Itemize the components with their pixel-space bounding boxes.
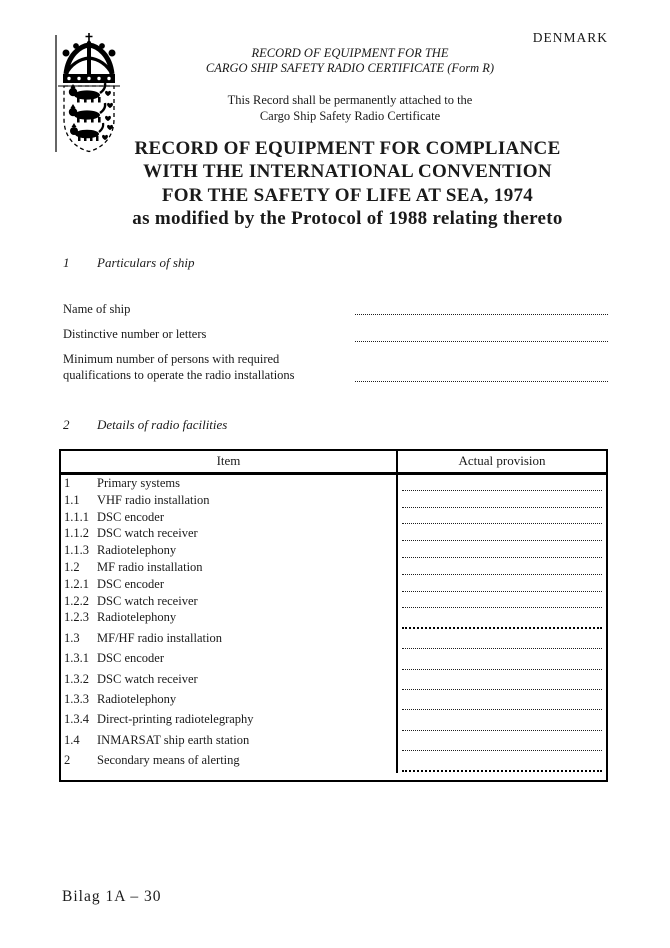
item-label: MF/HF radio installation bbox=[97, 630, 222, 645]
item-number: 1.3 bbox=[64, 630, 80, 645]
item-label: VHF radio installation bbox=[97, 492, 210, 507]
actual-provision-cell bbox=[398, 671, 606, 691]
actual-provision-cell bbox=[398, 593, 606, 610]
item-number: 1.4 bbox=[64, 732, 80, 747]
radio-facilities-table bbox=[59, 449, 608, 782]
main-title-line-1: RECORD OF EQUIPMENT FOR COMPLIANCE bbox=[134, 138, 561, 159]
actual-provision-cell bbox=[398, 475, 606, 492]
actual-provision-cell bbox=[398, 691, 606, 711]
table-header-row bbox=[61, 451, 606, 475]
table-row bbox=[61, 752, 606, 772]
actual-provision-cell bbox=[398, 509, 606, 526]
section-2-number: 2 bbox=[63, 417, 70, 432]
item-cell bbox=[61, 492, 398, 509]
item-number: 1.3.3 bbox=[64, 691, 89, 706]
provision-fill-line bbox=[402, 770, 602, 772]
item-number: 1.1.1 bbox=[64, 509, 89, 524]
item-cell bbox=[61, 593, 398, 610]
name-of-ship-fill-line bbox=[355, 314, 608, 315]
page-footer: Bilag 1A – 30 bbox=[62, 888, 162, 905]
minimum-persons-label bbox=[63, 352, 343, 383]
item-label: MF radio installation bbox=[97, 559, 203, 574]
item-cell bbox=[61, 576, 398, 593]
attachment-note-line-2: Cargo Ship Safety Radio Certificate bbox=[259, 109, 441, 123]
table-body bbox=[61, 475, 606, 780]
item-label: Primary systems bbox=[97, 476, 180, 490]
distinctive-number-fill-line bbox=[355, 341, 608, 342]
actual-provision-cell bbox=[398, 576, 606, 593]
name-of-ship-label: Name of ship bbox=[63, 302, 131, 316]
section-2-heading bbox=[63, 417, 227, 433]
provision-fill-line bbox=[402, 591, 602, 592]
provision-fill-line bbox=[402, 730, 602, 731]
provision-fill-line bbox=[402, 607, 602, 608]
item-label: DSC watch receiver bbox=[97, 526, 198, 541]
actual-provision-cell bbox=[398, 732, 606, 752]
provision-fill-line bbox=[402, 709, 602, 710]
table-row bbox=[61, 525, 606, 542]
item-label: Radiotelephony bbox=[97, 610, 177, 625]
item-label: Radiotelephony bbox=[97, 691, 177, 706]
minimum-persons-fill-line bbox=[355, 381, 608, 382]
table-row bbox=[61, 691, 606, 711]
item-number: 1.1.2 bbox=[64, 526, 89, 541]
main-title-line-4: as modified by the Protocol of 1988 relating thereto bbox=[132, 207, 563, 229]
table-row bbox=[61, 609, 606, 629]
section-2-title: Details of radio facilities bbox=[97, 417, 228, 432]
section-1-title: Particulars of ship bbox=[97, 255, 195, 270]
table-row bbox=[61, 576, 606, 593]
table-row bbox=[61, 630, 606, 650]
item-number: 1.2 bbox=[64, 559, 80, 574]
actual-provision-cell bbox=[398, 542, 606, 559]
item-label: DSC watch receiver bbox=[97, 593, 198, 608]
actual-provision-cell bbox=[398, 559, 606, 576]
item-cell bbox=[61, 650, 398, 670]
item-cell bbox=[61, 630, 398, 650]
item-cell bbox=[61, 671, 398, 691]
actual-provision-cell bbox=[398, 650, 606, 670]
item-number: 1.3.2 bbox=[64, 671, 89, 686]
item-label: DSC encoder bbox=[97, 651, 164, 666]
item-cell bbox=[61, 559, 398, 576]
provision-fill-line bbox=[402, 557, 602, 558]
minimum-persons-label-line-2: qualifications to operate the radio installations bbox=[63, 367, 295, 382]
actual-provision-cell bbox=[398, 630, 606, 650]
item-label: INMARSAT ship earth station bbox=[97, 732, 250, 747]
table-row bbox=[61, 509, 606, 526]
attachment-note bbox=[115, 92, 585, 124]
item-cell bbox=[61, 609, 398, 629]
main-title-line-2: WITH THE INTERNATIONAL CONVENTION bbox=[143, 161, 552, 183]
table-row bbox=[61, 593, 606, 610]
item-cell bbox=[61, 509, 398, 526]
table-header-item: Item bbox=[61, 451, 398, 472]
distinctive-number-label: Distinctive number or letters bbox=[63, 327, 207, 341]
minimum-persons-label-line-1: Minimum number of persons with required bbox=[63, 352, 280, 366]
item-number: 1.1.3 bbox=[64, 543, 89, 558]
item-label: Direct-printing radiotelegraphy bbox=[97, 712, 254, 727]
table-row bbox=[61, 671, 606, 691]
actual-provision-cell bbox=[398, 492, 606, 509]
main-title-line-3: FOR THE SAFETY OF LIFE AT SEA, 1974 bbox=[161, 184, 534, 206]
table-row bbox=[61, 492, 606, 509]
table-row bbox=[61, 711, 606, 731]
table-row bbox=[61, 475, 606, 492]
item-cell bbox=[61, 475, 398, 492]
item-label: DSC encoder bbox=[97, 576, 164, 591]
provision-fill-line bbox=[402, 648, 602, 649]
country-label: DENMARK bbox=[532, 30, 608, 45]
table-row bbox=[61, 542, 606, 559]
item-number: 1.2.3 bbox=[64, 610, 89, 625]
item-number: 1.3.1 bbox=[64, 651, 89, 666]
form-subtitle-line-1: RECORD OF EQUIPMENT FOR THE bbox=[251, 46, 449, 60]
form-subtitle bbox=[115, 46, 585, 76]
actual-provision-cell bbox=[398, 711, 606, 731]
item-number: 1.2.1 bbox=[64, 576, 89, 591]
danish-coat-of-arms-icon bbox=[55, 32, 123, 154]
item-number: 1 bbox=[64, 476, 71, 490]
item-cell bbox=[61, 711, 398, 731]
item-label: DSC watch receiver bbox=[97, 671, 198, 686]
actual-provision-cell bbox=[398, 752, 606, 772]
item-label: Radiotelephony bbox=[97, 543, 177, 558]
provision-fill-line bbox=[402, 574, 602, 575]
table-row bbox=[61, 732, 606, 752]
section-1-number: 1 bbox=[63, 255, 70, 270]
item-label: Secondary means of alerting bbox=[97, 753, 240, 768]
section-1-heading bbox=[63, 255, 195, 271]
provision-fill-line bbox=[402, 627, 602, 629]
form-subtitle-line-2: CARGO SHIP SAFETY RADIO CERTIFICATE (Form R) bbox=[205, 61, 495, 75]
table-row bbox=[61, 650, 606, 670]
provision-fill-line bbox=[402, 507, 602, 508]
item-number: 2 bbox=[64, 753, 71, 768]
item-cell bbox=[61, 542, 398, 559]
item-number: 1.3.4 bbox=[64, 712, 89, 727]
table-header-actual-provision: Actual provision bbox=[458, 453, 546, 468]
provision-fill-line bbox=[402, 540, 602, 541]
item-number: 1.1 bbox=[64, 492, 80, 507]
provision-fill-line bbox=[402, 750, 602, 751]
main-title bbox=[70, 137, 625, 230]
item-cell bbox=[61, 732, 398, 752]
table-row bbox=[61, 559, 606, 576]
provision-fill-line bbox=[402, 689, 602, 690]
item-cell bbox=[61, 525, 398, 542]
provision-fill-line bbox=[402, 523, 602, 524]
attachment-note-line-1: This Record shall be permanently attached to the bbox=[227, 93, 473, 107]
actual-provision-cell bbox=[398, 525, 606, 542]
item-cell bbox=[61, 752, 398, 772]
provision-fill-line bbox=[402, 490, 602, 491]
actual-provision-cell bbox=[398, 609, 606, 629]
item-cell bbox=[61, 691, 398, 711]
item-label: DSC encoder bbox=[97, 509, 164, 524]
item-number: 1.2.2 bbox=[64, 593, 89, 608]
provision-fill-line bbox=[402, 669, 602, 670]
